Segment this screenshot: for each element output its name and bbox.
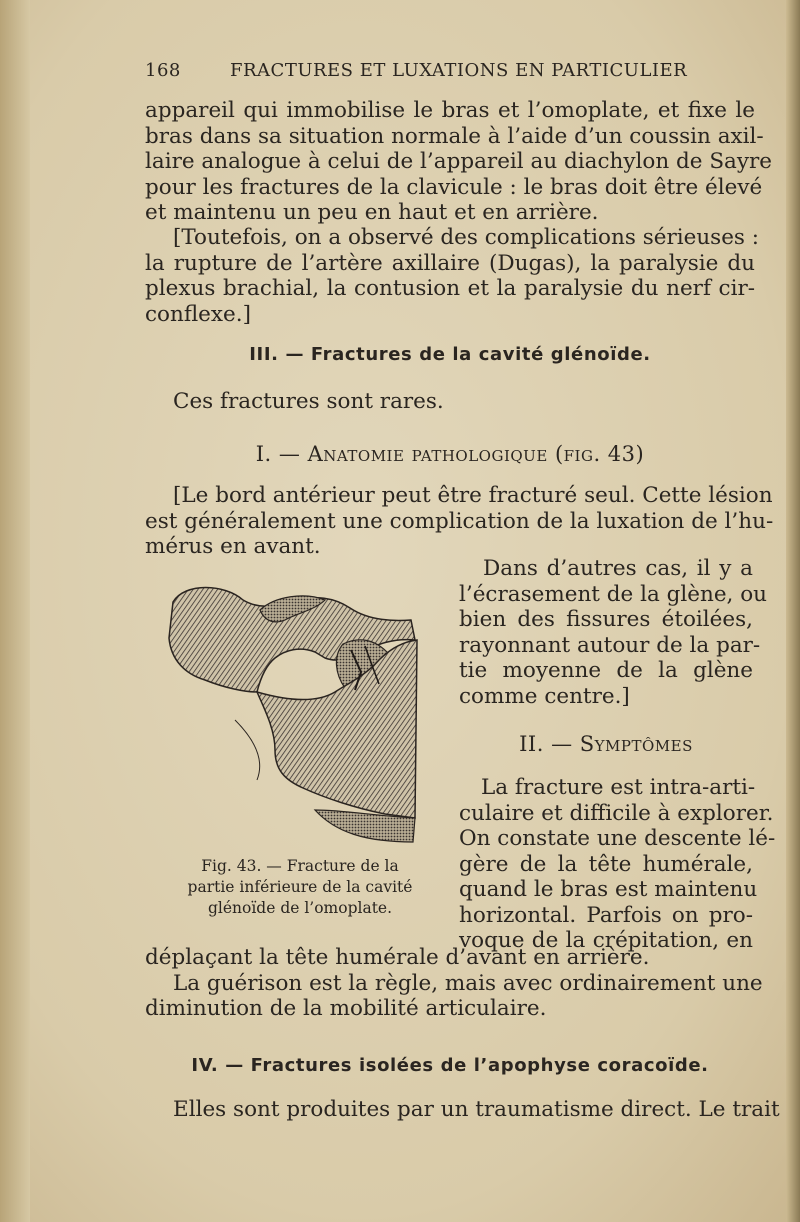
symptoms-right-column (459, 775, 776, 954)
complications-paragraph (145, 225, 760, 327)
scapula-illustration (165, 580, 425, 850)
text-line: bien des fissures étoilées, (459, 607, 753, 632)
page-number: 168 (145, 60, 181, 81)
text-line: culaire et difficile à explorer. (459, 800, 774, 826)
text-line: comme centre.] (459, 683, 630, 709)
text-line: bras dans sa situation normale à l’aide d’un coussin axil- (145, 123, 764, 149)
text-line: [Le bord antérieur peut être fracturé seul. Cette lésion (173, 483, 773, 508)
section-iii-intro: Ces fractures sont rares. (173, 389, 444, 414)
subsection-symptoms-title-text: II. — Symptômes (519, 732, 693, 756)
page-left-edge (0, 0, 30, 1222)
text-line: et maintenu un peu en haut et en arrière. (145, 200, 599, 225)
text-line: diminution de la mobilité articulaire. (145, 996, 547, 1021)
text-line: appareil qui immobilise le bras et l’omoplate, et fixe le (145, 98, 755, 123)
caption-line: partie inférieure de la cavité (187, 878, 413, 896)
symptoms-paragraph (145, 945, 763, 1022)
text-line: rayonnant autour de la par- (459, 632, 761, 658)
text-line: est généralement une complication de la luxation de l’hu- (145, 508, 774, 534)
page-right-edge (786, 0, 800, 1222)
running-head-title: FRACTURES ET LUXATIONS EN PARTICULIER (230, 60, 688, 81)
text-line: Elles sont produites par un traumatisme direct. Le trait (173, 1097, 780, 1122)
text-line: gère de la tête humérale, (459, 851, 753, 877)
caption-line: glénoïde de l’omoplate. (207, 899, 393, 917)
text-line: l’écrasement de la glène, ou (459, 581, 768, 607)
subsection-anatomy-title-text: I. — Anatomie pathologique (fig. 43) (255, 442, 645, 466)
section-iv-heading: IV. — Fractures isolées de l’apophyse coracoïde. (191, 1055, 709, 1076)
text-line: laire analogue à celui de l’appareil au diachylon de Sayre (145, 149, 773, 174)
text-line: conflexe.] (145, 301, 251, 327)
text-line: pour les fractures de la clavicule : le bras doit être élevé (145, 174, 763, 200)
anatomy-paragraph (145, 483, 774, 560)
text-line: voque de la crépitation, en (459, 928, 753, 953)
text-line: tie moyenne de la glène (459, 658, 753, 683)
text-line: La guérison est la règle, mais avec ordinairement une (173, 970, 763, 996)
text-line: On constate une descente lé- (459, 826, 776, 851)
text-line: la rupture de l’artère axillaire (Dugas), la paralysie du (145, 250, 755, 276)
text-line: quand le bras est maintenu (459, 877, 758, 902)
section-iv-paragraph (145, 1097, 780, 1123)
intro-paragraph (145, 98, 773, 226)
anatomy-right-column (459, 556, 768, 709)
text-line: La fracture est intra-arti- (481, 775, 756, 800)
text-line: plexus brachial, la contusion et la paralysie du nerf cir- (145, 276, 755, 301)
text-line: Dans d’autres cas, il y a (483, 556, 753, 581)
text-line: déplaçant la tête humérale d’avant en arrière. (145, 945, 650, 970)
figure-caption (155, 856, 445, 919)
section-iii-heading: III. — Fractures de la cavité glénoïde. (249, 344, 651, 365)
scapula-figure (165, 580, 425, 850)
subsection-anatomy-title (145, 442, 755, 466)
text-line: horizontal. Parfois on pro- (459, 902, 753, 928)
subsection-symptoms-title (459, 732, 753, 756)
text-line: [Toutefois, on a observé des complications sérieuses : (173, 225, 760, 250)
running-head (145, 60, 753, 86)
text-line: mérus en avant. (145, 534, 321, 559)
caption-line: Fig. 43. — Fracture de la (201, 857, 399, 875)
